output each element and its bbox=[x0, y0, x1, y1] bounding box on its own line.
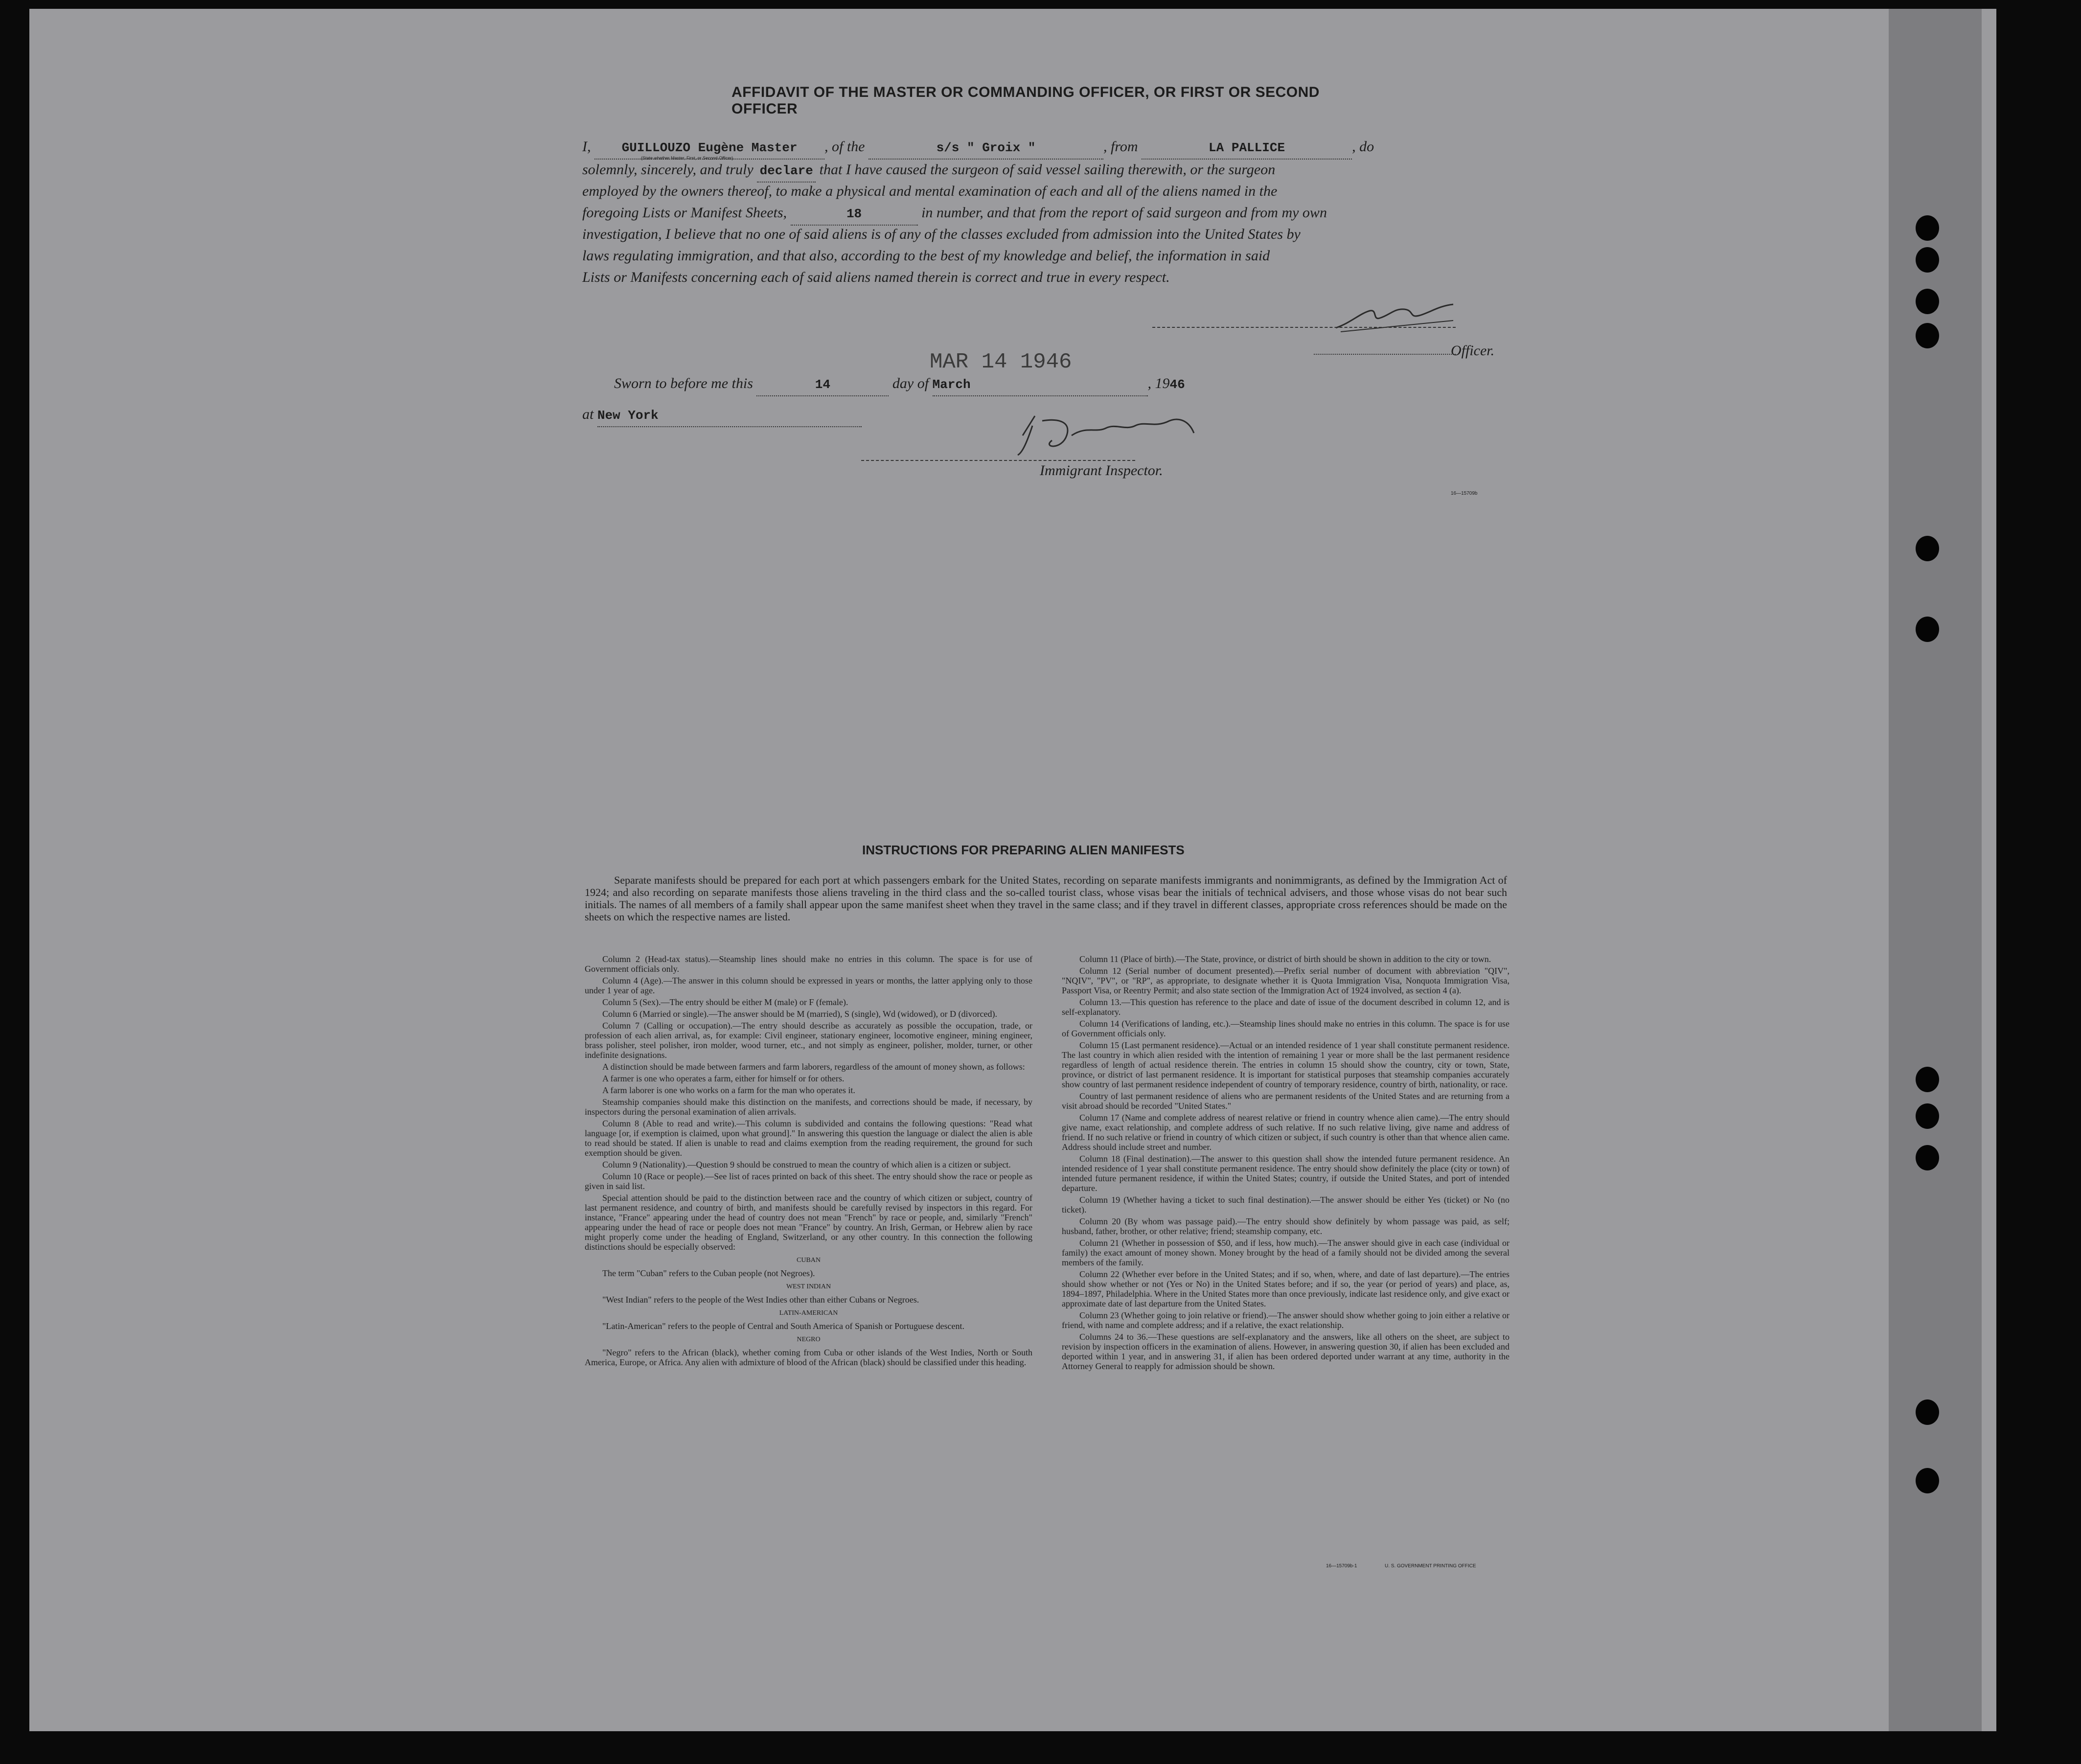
punch-hole bbox=[1916, 215, 1939, 241]
instruction-paragraph: Column 12 (Serial number of document presented).—Prefix serial number of document with abbreviation "QIV", "NQIV", "PV", or "RP", as appropriate, to designate whether it is Quota Immigration Visa, Nonquota Immigration Visa, Passport Visa, or Reentry Permit; and also state section of the Immigration Act of 1924 involved, as section 4 (a). bbox=[1062, 966, 1509, 995]
vessel-name: s/s " Groix " bbox=[936, 140, 1036, 155]
instruction-paragraph: Column 7 (Calling or occupation).—The entry should describe as accurately as possible the occupation, trade, or profession of each alien arrival, as, for example: Civil engineer, stationary engineer, locomotive engineer, mining engineer, brass polisher, steel polisher, iron molder, wood turner, etc., and not simply as engineer, polisher, molder, turner, or other indefinite designations. bbox=[585, 1021, 1032, 1060]
affidavit-title: AFFIDAVIT OF THE MASTER OR COMMANDING OFFICER, OR FIRST OR SECOND OFFICER bbox=[732, 84, 1320, 117]
sworn-year: 46 bbox=[1169, 377, 1185, 392]
footer-form-number: 16—15709b-1 bbox=[1326, 1563, 1357, 1569]
inspector-label: Immigrant Inspector. bbox=[1040, 462, 1163, 479]
sworn-place: New York bbox=[597, 408, 659, 423]
date-stamp: MAR 14 1946 bbox=[930, 350, 1072, 374]
sworn-line: Sworn to before me this 14 day of March , 1946 bbox=[614, 373, 1495, 396]
punch-hole bbox=[1916, 323, 1939, 348]
cuban-heading: CUBAN bbox=[796, 1257, 821, 1264]
affidavit-line-4: foregoing Lists or Manifest Sheets, 18 in number, and that from the report of said surgeon and from my own bbox=[582, 202, 1512, 226]
instruction-paragraph: Column 9 (Nationality).—Question 9 should be construed to mean the country of which alien is a citizen or subject. bbox=[602, 1160, 1011, 1169]
instruction-paragraph: Column 17 (Name and complete address of nearest relative or friend in country whence alien came).—The entry should give name, exact relationship, and complete address of such relative. If no such relative living, give name and address of friend. If no such relative or friend in country of which citizen or subject, if such country is other than that whence alien came. Address should include street and number. bbox=[1062, 1113, 1509, 1152]
instruction-paragraph: Columns 24 to 36.—These questions are self-explanatory and the answers, like all others on the sheet, are subject to revision by inspection officers in the examination of aliens. However, in answering question 30, if alien has been excluded and deported within 1 year, and in answering 31, if alien has been ordered deported under warrant at any time, authority in the Attorney General to reapply for admission should be shown. bbox=[1062, 1332, 1509, 1371]
instructions-left-column bbox=[585, 954, 1032, 1369]
punch-hole bbox=[1916, 1399, 1939, 1425]
west-indian-text: "West Indian" refers to the people of the West Indies other than either Cubans or Negroes. bbox=[602, 1295, 919, 1305]
officer-label: Officer. bbox=[1451, 343, 1495, 359]
affidavit-line-3: employed by the owners thereof, to make a physical and mental examination of each and all of the aliens named in the bbox=[582, 183, 1278, 199]
sworn-month: March bbox=[932, 377, 971, 392]
instruction-paragraph: Column 20 (By whom was passage paid).—The entry should show definitely by whom passage was paid, as self; husband, father, brother, or other relative; friend; steamship company, etc. bbox=[1062, 1216, 1509, 1236]
punch-hole bbox=[1916, 617, 1939, 642]
instruction-paragraph: A farmer is one who operates a farm, either for himself or for others. bbox=[602, 1074, 845, 1083]
footer-printing-office: U. S. GOVERNMENT PRINTING OFFICE bbox=[1385, 1563, 1476, 1569]
instruction-paragraph: Column 21 (Whether in possession of $50, and if less, how much).—The answer should give in each case (individual or family) the exact amount of money shown. Money brought by the head of a family should not be divided among the several members of the family. bbox=[1062, 1238, 1509, 1267]
do-label: , do bbox=[1352, 138, 1374, 155]
inspector-signature bbox=[1013, 406, 1199, 460]
instruction-paragraph: Column 10 (Race or people).—See list of races printed on back of this sheet. The entry should show the race or people as given in said list. bbox=[585, 1171, 1032, 1191]
instruction-paragraph: A distinction should be made between farmers and farm laborers, regardless of the amount of money shown, as follows: bbox=[602, 1062, 1025, 1072]
instruction-paragraph: Column 19 (Whether having a ticket to such final destination).—The answer should be either Yes (ticket) or No (no ticket). bbox=[1062, 1195, 1509, 1214]
instruction-paragraph: Column 2 (Head-tax status).—Steamship lines should make no entries in this column. The space is for use of Government officials only. bbox=[585, 954, 1032, 974]
instruction-paragraph: Column 13.—This question has reference to the place and date of issue of the document described in column 12, and is self-explanatory. bbox=[1062, 997, 1509, 1017]
punch-hole bbox=[1916, 289, 1939, 314]
place-line: at New York bbox=[582, 404, 974, 427]
instruction-paragraph: Country of last permanent residence of aliens who are permanent residents of the United States and are returning from a visit abroad should be recorded "United States." bbox=[1062, 1091, 1509, 1111]
affidavit-line-7: Lists or Manifests concerning each of said aliens named therein is correct and true in every respect. bbox=[582, 269, 1170, 285]
punch-hole bbox=[1916, 247, 1939, 273]
instruction-paragraph: Column 8 (Able to read and write).—This column is subdivided and contains the following questions: "Read what language [or, if exemption is claimed, upon what ground]." In answering this question the language or dialect the alien is able to read should be stated. If alien is unable to read and claims exemption from the reading requirement, the ground for such exemption should be given. bbox=[585, 1119, 1032, 1158]
latin-american-heading: LATIN-AMERICAN bbox=[779, 1309, 838, 1317]
instructions-right-column bbox=[1062, 954, 1509, 1373]
instruction-paragraph: Column 22 (Whether ever before in the United States; and if so, when, where, and date of last departure).—The entries should show whether or not (Yes or No) in the United States before; and if so, the year (or period of years) and place, as, 1894–1897, Philadelphia. Where in the United States more than once previously, indicate last residence only, and give exact or approximate date of last departure from the United States. bbox=[1062, 1269, 1509, 1308]
officer-signature bbox=[1331, 294, 1458, 338]
instructions-intro: Separate manifests should be prepared for each port at which passengers embark for the United States, recording on separate manifests immigrants and nonimmigrants, as defined by the Immigration Act of 1924; and also recording on separate manifests those aliens traveling in the third class and the so-called tourist class, whose visas bear the initials of technical advisers, and those whose visas do not bear such initials. The names of all members of a family shall appear upon the same manifest sheet when they travel in the same class; and if they travel in different classes, appropriate cross references should be made on the sheets on which the respective names are listed. bbox=[585, 874, 1507, 923]
instruction-paragraph: Column 6 (Married or single).—The answer should be M (married), S (single), Wd (widowed), or D (divorced). bbox=[602, 1009, 997, 1019]
instruction-paragraph: A farm laborer is one who works on a farm for the man who operates it. bbox=[602, 1085, 855, 1095]
instruction-paragraph: Column 23 (Whether going to join relative or friend).—The answer should show whether going to join either a relative or friend, with name and complete address; and if a relative, the exact relationship. bbox=[1062, 1310, 1509, 1330]
negro-text: "Negro" refers to the African (black), whether coming from Cuba or other islands of the West Indies, North or South America, Europe, or Africa. Any alien with admixture of blood of the African (black) should be classified under this heading. bbox=[585, 1348, 1032, 1367]
negro-heading: NEGRO bbox=[797, 1336, 821, 1343]
punch-hole bbox=[1916, 1468, 1939, 1493]
declare-word: declare bbox=[759, 163, 813, 178]
from-label: , from bbox=[1103, 138, 1138, 155]
punch-hole bbox=[1916, 1067, 1939, 1092]
affidavit-line-6: laws regulating immigration, and that also, according to the best of my knowledge and belief, the information in said bbox=[582, 248, 1270, 264]
affidavit-line-5: investigation, I believe that no one of said aliens is of any of the classes excluded from admission into the United States by bbox=[582, 226, 1301, 242]
instruction-paragraph: Column 11 (Place of birth).—The State, province, or district of birth should be shown in addition to the city or town. bbox=[1079, 954, 1491, 964]
sworn-day: 14 bbox=[815, 377, 830, 392]
instruction-paragraph: Column 14 (Verifications of landing, etc.).—Steamship lines should make no entries in this column. The space is for use of Government officials only. bbox=[1062, 1019, 1509, 1038]
instruction-paragraph: Column 18 (Final destination).—The answer to this question shall show the intended future permanent residence. An intended residence of 1 year shall constitute permanent residence. The entry should show definitely the place (city or town) of intended future permanent residence, if within the United States; country, if outside the United States, and port of intended departure. bbox=[1062, 1154, 1509, 1193]
master-name: GUILLOUZO Eugène Master bbox=[621, 140, 798, 155]
signature-line bbox=[1152, 327, 1456, 328]
punch-hole bbox=[1916, 1145, 1939, 1170]
form-number: 16—15709b bbox=[1451, 491, 1478, 496]
officer-line bbox=[1314, 354, 1456, 355]
instructions-title: INSTRUCTIONS FOR PREPARING ALIEN MANIFESTS bbox=[862, 843, 1185, 857]
instruction-paragraph: Steamship companies should make this distinction on the manifests, and corrections should be made, if necessary, by inspectors during the personal examination of alien arrivals. bbox=[585, 1097, 1032, 1117]
master-caption: (State whether Master, First, or Second Officer) bbox=[641, 156, 733, 160]
sheet-count: 18 bbox=[846, 206, 862, 221]
affidavit-line-2: solemnly, sincerely, and truly declare that I have caused the surgeon of said vessel sailing therewith, or the surgeon bbox=[582, 159, 1507, 183]
punch-hole bbox=[1916, 1103, 1939, 1129]
instruction-paragraph: Special attention should be paid to the distinction between race and the country of which citizen or subject, country of last permanent residence, and country of birth, and manifests should be carefully revised by inspectors in this regard. For instance, "France" appearing under the head of country does not mean "French" by race or people, and, similarly "French" appearing under the head of race or people does not mean "France" by country. An Irish, German, or Hebrew alien by race might properly come under the heading of England, Switzerland, or any other country. In this connection the following distinctions should be especially observed: bbox=[585, 1193, 1032, 1252]
instruction-paragraph: Column 15 (Last permanent residence).—Actual or an intended residence of 1 year shall constitute permanent residence. The last country in which alien resided with the intention of remaining 1 year or more shall be the last permanent residence regardless of length of actual residence therein. The entries in column 15 should show the country, city or town, State, province, or district of last permanent residence. It is important for statistical purposes that steamship companies accurately show country of last permanent residence independent of country of temporary residence, country of birth, nationality, or race. bbox=[1062, 1040, 1509, 1089]
punch-hole bbox=[1916, 536, 1939, 561]
latin-american-text: "Latin-American" refers to the people of Central and South America of Spanish or Portuguese descent. bbox=[602, 1321, 964, 1331]
affidavit-i: I, bbox=[582, 138, 591, 155]
instruction-paragraph: Column 4 (Age).—The answer in this column should be expressed in years or months, the latter applying only to those under 1 year of age. bbox=[585, 976, 1032, 995]
cuban-text: The term "Cuban" refers to the Cuban people (not Negroes). bbox=[602, 1268, 815, 1278]
of-the-label: , of the bbox=[824, 138, 865, 155]
instruction-paragraph: Column 5 (Sex).—The entry should be either M (male) or F (female). bbox=[602, 997, 848, 1007]
west-indian-heading: WEST INDIAN bbox=[786, 1283, 831, 1290]
departure-port: LA PALLICE bbox=[1209, 140, 1285, 155]
